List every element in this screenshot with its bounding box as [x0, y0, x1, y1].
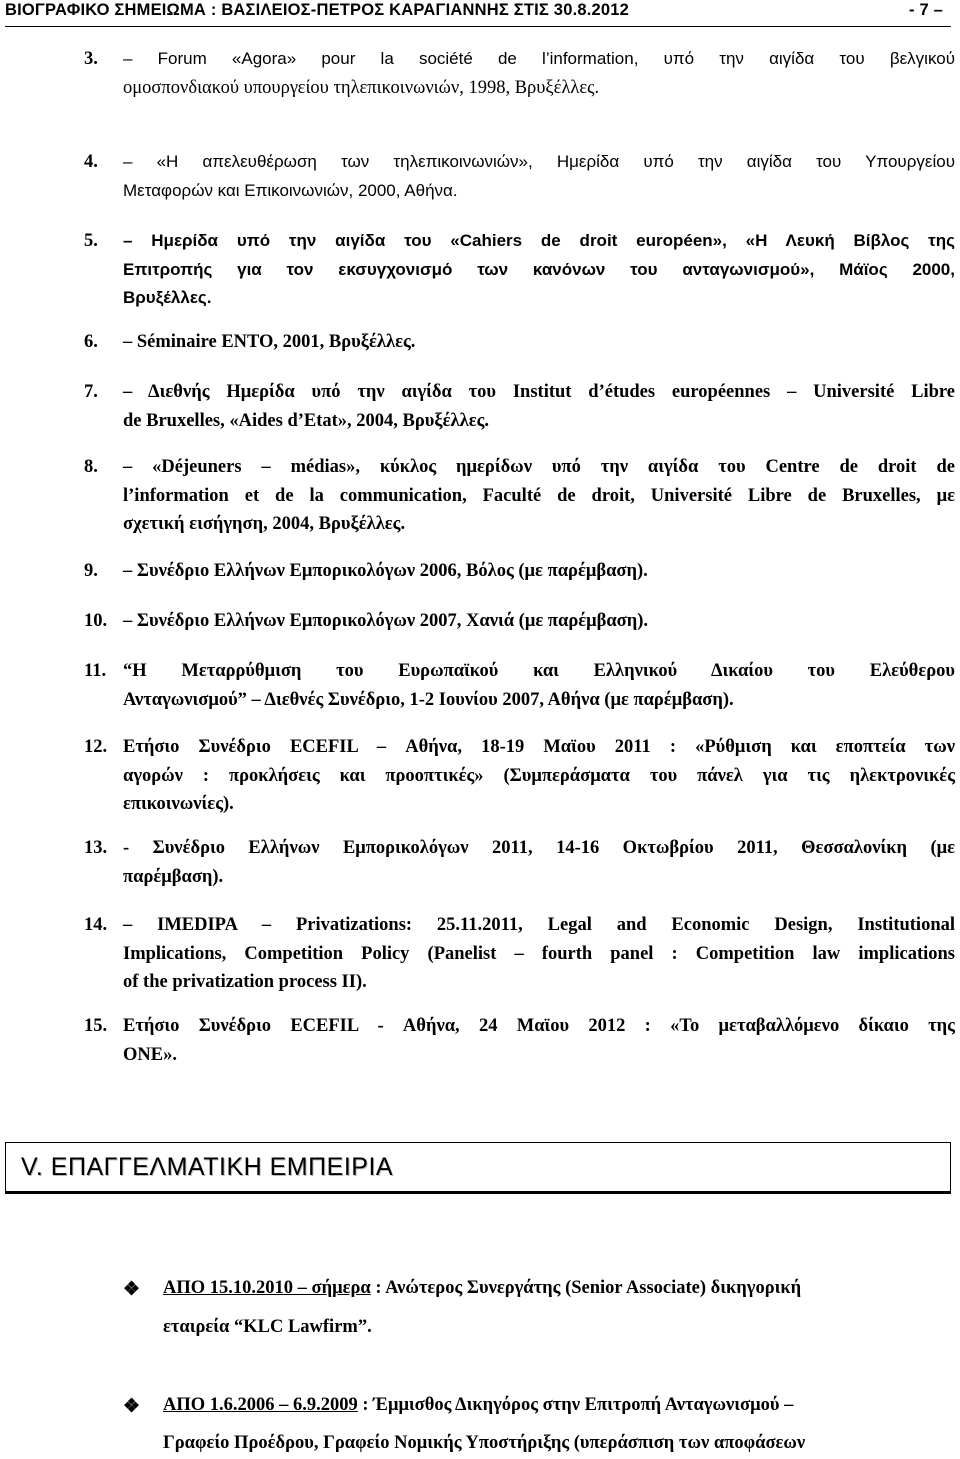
experience-period: ΑΠΟ 15.10.2010 – σήμερα	[163, 1278, 371, 1298]
item-line: αγορών : προκλήσεις και προοπτικές» (Συμπεράσματα του πάνελ για τις ηλεκτρονικές	[123, 765, 955, 786]
item-number: 14.	[84, 915, 108, 935]
item-line: Ανταγωνισμού” – Διεθνές Συνέδριο, 1-2 Ιουνίου 2007, Αθήνα (με παρέμβαση).	[123, 689, 734, 710]
item-line: Implications, Competition Policy (Panelist – fourth panel : Competition law implications	[123, 943, 955, 964]
item-line: – «Η απελευθέρωση των τηλεπικοινωνιών», Ημερίδα υπό την αιγίδα του Υπουργείου	[123, 152, 955, 171]
list-item	[84, 834, 955, 891]
page-header	[5, 0, 951, 27]
diamond-bullet-icon: ❖	[123, 1396, 141, 1417]
page-number: - 7 –	[908, 1, 943, 19]
item-line: Επιτροπής για τον εκσυγχονισμό των κανόνων του ανταγωνισμού», Μάϊος 2000,	[123, 259, 955, 279]
section-heading-box	[5, 1142, 951, 1194]
list-item	[84, 657, 955, 714]
item-line: de Bruxelles, «Aides d’Etat», 2004, Βρυξέλλες.	[123, 410, 490, 431]
item-line: of the privatization process II).	[123, 972, 367, 992]
item-line: - Συνέδριο Ελλήνων Εμπορικολόγων 2011, 14-16 Οκτωβρίου 2011, Θεσσαλονίκη (με	[123, 838, 955, 858]
list-item	[84, 45, 955, 102]
item-line: – Συνέδριο Ελλήνων Εμπορικολόγων 2006, Βόλος (με παρέμβαση).	[123, 561, 648, 581]
list-item	[84, 557, 955, 586]
item-number: 6.	[84, 332, 98, 352]
item-line: ΟΝΕ».	[123, 1044, 177, 1065]
list-item	[84, 607, 955, 636]
item-line: – Séminaire ENTO, 2001, Βρυξέλλες.	[123, 332, 416, 352]
experience-period: ΑΠΟ 1.6.2006 – 6.9.2009	[163, 1395, 358, 1415]
item-number: 11.	[84, 661, 107, 681]
item-number: 7.	[84, 382, 98, 402]
item-number: 13.	[84, 838, 108, 858]
list-item	[84, 733, 955, 819]
item-line: Βρυξέλλες.	[123, 288, 212, 307]
list-item	[84, 453, 955, 539]
item-number: 3.	[84, 49, 98, 69]
item-line: – Forum «Agora» pour la société de l’information, υπό την αιγίδα του βελγικού	[123, 49, 955, 68]
item-number: 12.	[84, 737, 108, 757]
experience-detail: Γραφείο Προέδρου, Γραφείο Νομικής Υποστήριξης (υπεράσπιση των αποφάσεων	[163, 1433, 806, 1453]
item-number: 5.	[84, 231, 98, 251]
section-title: V. ΕΠΑΓΓΕΛΜΑΤΙΚΗ ΕΜΠΕΙΡΙΑ	[21, 1153, 394, 1181]
list-item	[84, 911, 955, 997]
item-line: – «Déjeuners – médias», κύκλος ημερίδων υπό την αιγίδα του Centre de droit de	[123, 457, 955, 477]
item-line: επικοινωνίες).	[123, 794, 234, 814]
item-number: 9.	[84, 561, 98, 581]
item-line: – Διεθνής Ημερίδα υπό την αιγίδα του Institut d’études européennes – Université Libre	[123, 382, 955, 402]
item-line: – Ημερίδα υπό την αιγίδα του «Cahiers de droit européen», «Η Λευκή Βίβλος της	[123, 231, 955, 250]
item-line: – Συνέδριο Ελλήνων Εμπορικολόγων 2007, Χανιά (με παρέμβαση).	[123, 611, 649, 631]
item-line: ομοσπονδιακού υπουργείου τηλεπικοινωνιών, 1998, Βρυξέλλες.	[123, 77, 600, 98]
item-number: 8.	[84, 457, 98, 477]
list-item	[84, 148, 955, 205]
experience-role: : Ανώτερος Συνεργάτης (Senior Associate) δικηγορική	[370, 1278, 802, 1298]
item-number: 15.	[84, 1016, 108, 1036]
item-line: Ετήσιο Συνέδριο ECEFIL – Αθήνα, 18-19 Μαϊου 2011 : «Ρύθμιση και εποπτεία των	[123, 737, 955, 757]
item-line: – IMEDIPA – Privatizations: 25.11.2011, Legal and Economic Design, Institutional	[123, 915, 955, 935]
list-item	[84, 378, 955, 435]
item-line: “Η Μεταρρύθμιση του Ευρωπαϊκού και Ελληνικού Δικαίου του Ελεύθερου	[123, 661, 955, 681]
item-line: Ετήσιο Συνέδριο ECEFIL - Αθήνα, 24 Μαϊου 2012 : «Το μεταβαλλόμενο δίκαιο της	[123, 1016, 955, 1036]
experience-detail: εταιρεία “KLC Lawfirm”.	[163, 1317, 372, 1337]
item-number: 4.	[84, 152, 98, 172]
list-item	[84, 227, 955, 313]
header-title: ΒΙΟΓΡΑΦΙΚΟ ΣΗΜΕΙΩΜΑ : ΒΑΣΙΛΕΙΟΣ-ΠΕΤΡΟΣ ΚΑΡΑΓΙΑΝΝΗΣ ΣΤΙΣ 30.8.2012	[5, 1, 630, 19]
list-item	[84, 1012, 955, 1069]
list-item	[84, 328, 955, 357]
experience-entry	[123, 1395, 955, 1459]
item-line: παρέμβαση).	[123, 866, 224, 887]
item-line: Μεταφορών και Επικοινωνιών, 2000, Αθήνα.	[123, 180, 458, 200]
diamond-bullet-icon: ❖	[123, 1279, 141, 1300]
item-line: l’information et de la communication, Faculté de droit, Université Libre de Bruxelles, με	[123, 485, 955, 506]
experience-entry	[123, 1278, 955, 1348]
experience-role: : Έμμισθος Δικηγόρος στην Επιτροπή Ανταγωνισμού –	[357, 1395, 794, 1415]
item-line: σχετική εισήγηση, 2004, Βρυξέλλες.	[123, 514, 406, 534]
item-number: 10.	[84, 611, 108, 631]
